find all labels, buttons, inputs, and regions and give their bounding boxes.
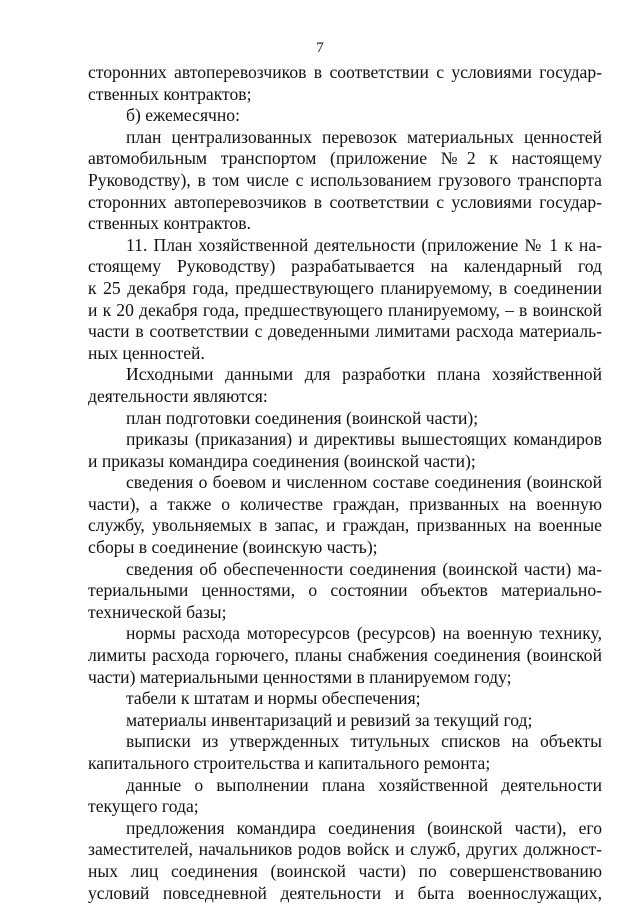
text-line: условий повседневной деятельности и быта военнослужащих,: [88, 882, 602, 903]
text-line: сведения о боевом и численном составе соединения (воинской: [126, 472, 602, 493]
text-line: сторонних автоперевозчиков в соответствии с условиями государ-: [88, 191, 602, 212]
text-line: данные о выполнении плана хозяйственной деятельности: [126, 774, 602, 795]
text-line: б) ежемесячно:: [126, 105, 240, 126]
text-line: капитального строительства и капитального ремонта;: [88, 753, 491, 773]
text-line: сборы в соединение (воинскую часть);: [88, 537, 378, 558]
text-line: табели к штатам и нормы обеспечения;: [126, 688, 421, 709]
text-line: текущего года;: [88, 796, 199, 817]
text-line: ственных контрактов;: [88, 83, 252, 104]
text-line: части в соответствии с доведенными лимитами расхода материаль-: [88, 321, 602, 342]
text-line: план централизованных перевозок материальных ценностей: [126, 126, 602, 147]
text-line: части) материальными ценностями в планируемом году;: [88, 666, 512, 687]
text-line: нормы расхода моторесурсов (ресурсов) на военную технику,: [126, 623, 602, 644]
text-line: план подготовки соединения (воинской части);: [126, 407, 479, 428]
text-line: и к 20 декабря года, предшествующего планируемому, – в воинской: [88, 299, 602, 320]
text-line: сторонних автоперевозчиков в соответствии с условиями государ-: [88, 62, 602, 82]
text-line: выписки из утвержденных титульных списков на объекты: [126, 731, 602, 752]
text-line: 11. План хозяйственной деятельности (приложение № 1 к на-: [126, 234, 602, 255]
text-line: деятельности являются:: [88, 385, 268, 406]
text-line: автомобильным транспортом (приложение №2 к настоящему: [88, 148, 602, 169]
text-line: териальными ценностями, о состоянии объектов материально-: [88, 580, 602, 601]
text-line: технической базы;: [88, 601, 227, 622]
text-line: к 25 декабря года, предшествующего планируемому, в соединении: [88, 277, 602, 298]
text-line: Руководству), в том числе с использованием грузового транспорта: [88, 169, 602, 190]
text-line: ственных контрактов.: [88, 213, 252, 234]
text-line: ных лиц соединения (воинской части) по совершенствованию: [88, 860, 602, 881]
text-line: сведения об обеспеченности соединения (воинской части) ма-: [126, 558, 602, 579]
text-line: стоящему Руководству) разрабатывается на календарный год: [88, 256, 602, 277]
text-line: материалы инвентаризаций и ревизий за текущий год;: [126, 709, 533, 730]
text-line: Исходными данными для разработки плана хозяйственной: [126, 364, 602, 385]
text-line: ных ценностей.: [88, 342, 205, 363]
text-line: части), а также о количестве граждан, призванных на военную: [88, 493, 602, 514]
document-body: [88, 62, 602, 904]
text-line: приказы (приказания) и директивы вышестоящих командиров: [126, 429, 602, 450]
text-line: лимиты расхода горючего, планы снабжения соединения (воинской: [88, 645, 602, 666]
text-line: предложения командира соединения (воинской части), его: [126, 817, 602, 838]
page-number: 7: [316, 40, 324, 56]
text-line: службу, увольняемых в запас, и граждан, призванных на военные: [88, 515, 602, 536]
text-line: и приказы командира соединения (воинской части);: [88, 450, 476, 471]
text-line: заместителей, начальников родов войск и служб, других должност-: [88, 839, 602, 860]
